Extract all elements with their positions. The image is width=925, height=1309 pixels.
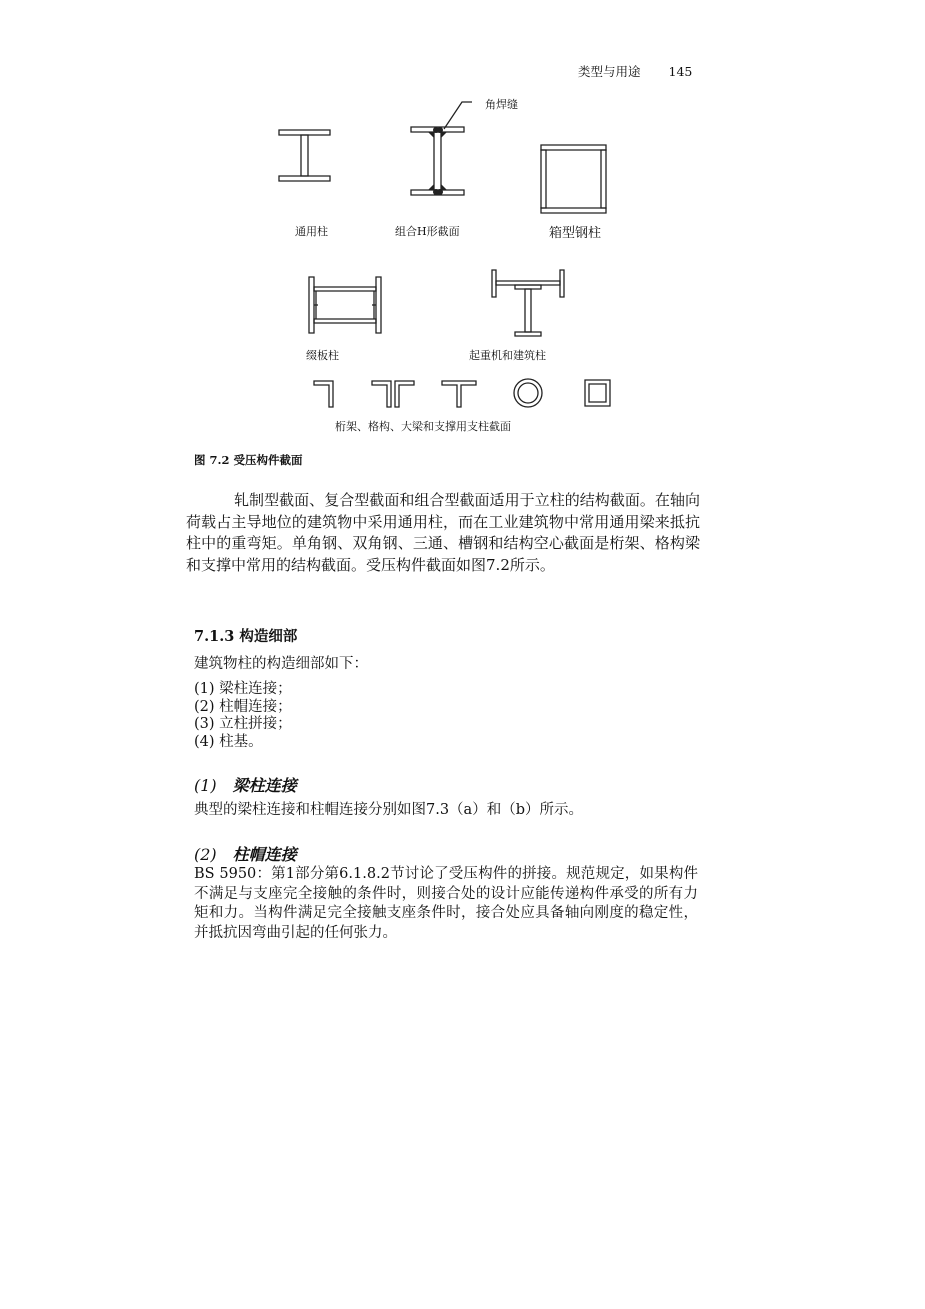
section-heading: 7.1.3 构造细部 <box>194 628 298 645</box>
subsection-1-text: 典型的梁柱连接和柱帽连接分别如图7.3（a）和（b）所示。 <box>194 802 583 818</box>
subsection-title: 梁柱连接 <box>232 776 297 795</box>
list-item: (3) 立柱拼接； <box>194 716 292 732</box>
subsection-heading-1 <box>194 773 297 796</box>
general-column-label: 通用柱 <box>295 225 328 238</box>
truss-sections-label: 桁架、格构、大梁和支撑用支柱截面 <box>335 420 511 433</box>
body-paragraph: 轧制型截面、复合型截面和组合型截面适用于立柱的结构截面。在轴向荷载占主导地位的建筑物中采用通用柱，而在工业建筑物中常用通用梁来抵抗柱中的重弯矩。单角钢、双角钢、三通、槽钢和结构空心截面是桁架、格构梁和支撑中常用的结构截面。受压构件截面如图7.2所示。 <box>186 491 700 574</box>
crane-column-drawing <box>492 270 564 336</box>
circular-hollow-drawing <box>514 379 542 407</box>
subsection-2-text: BS 5950：第1部分第6.1.8.2节讨论了受压构件的拼接。规范规定，如果构件不满足与支座完全接触的条件时，则接合处的设计应能传递构件承受的所有力矩和力。当构件满足完全接触支座条件时，接合处应具备轴向刚度的稳定性，并抵抗因弯曲引起的任何张力。 <box>194 866 698 941</box>
page-number: 145 <box>668 64 693 79</box>
crane-column-label: 起重机和建筑柱 <box>469 349 546 362</box>
built-up-h-drawing <box>411 102 472 195</box>
subsection-heading-2 <box>194 842 297 865</box>
weld-leader-line <box>444 102 472 129</box>
subsection-title: 柱帽连接 <box>232 845 297 864</box>
fillet-weld-marks <box>428 127 447 195</box>
subsection-number: (1) <box>194 776 217 795</box>
double-angle-drawing <box>372 381 414 407</box>
laced-column-label: 缀板柱 <box>306 349 339 362</box>
detail-list <box>194 681 292 751</box>
subsection-number: (2) <box>194 845 217 864</box>
section-intro: 建筑物柱的构造细部如下： <box>194 656 368 672</box>
list-item: (1) 梁柱连接； <box>194 681 292 697</box>
tee-section-drawing <box>442 381 476 407</box>
box-column-drawing <box>541 145 606 213</box>
box-column-label: 箱型钢柱 <box>549 226 602 241</box>
built-up-h-label: 组合H形截面 <box>395 225 460 238</box>
general-column-drawing <box>279 130 330 181</box>
list-item: (4) 柱基。 <box>194 733 263 750</box>
single-angle-drawing <box>314 381 333 407</box>
laced-column-drawing <box>309 277 381 333</box>
figure-caption: 图 7.2 受压构件截面 <box>194 453 303 467</box>
list-item: (2) 柱帽连接； <box>194 698 292 715</box>
header-title: 类型与用途 <box>578 64 641 79</box>
fillet-weld-label: 角焊缝 <box>485 98 518 111</box>
square-hollow-drawing <box>585 380 610 406</box>
